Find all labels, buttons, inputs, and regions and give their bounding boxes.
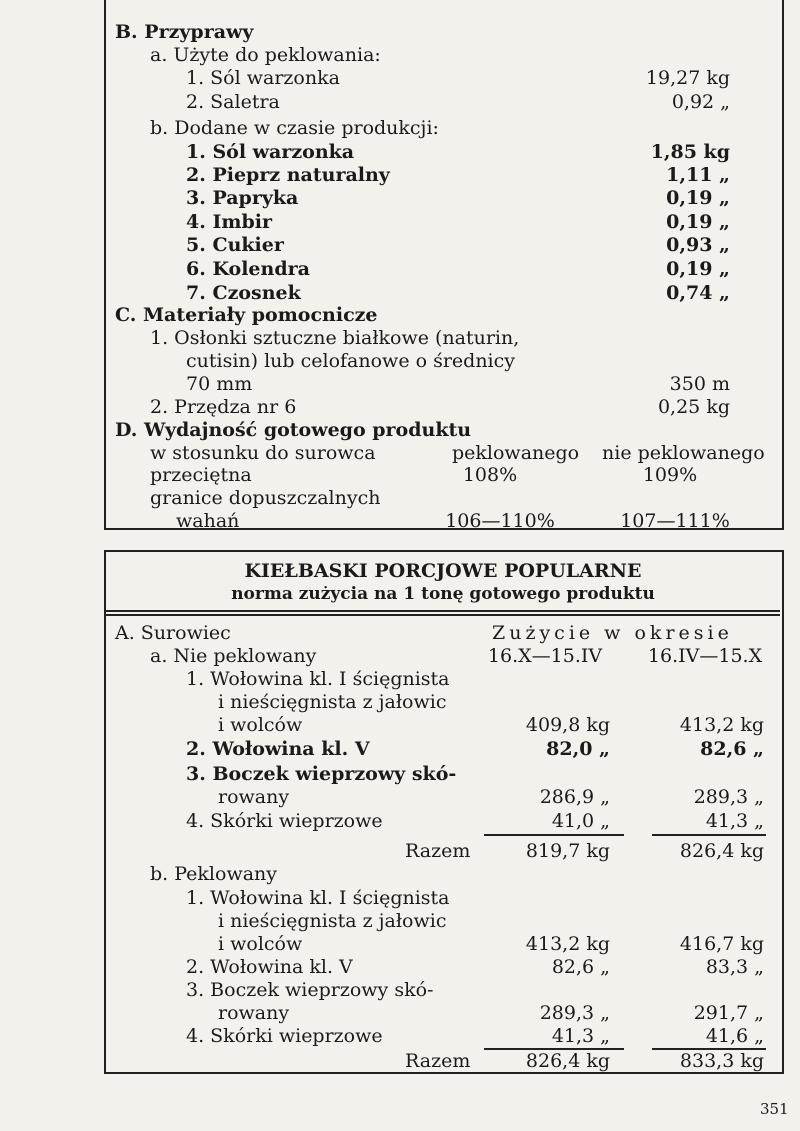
value-col1: 409,8 kg xyxy=(525,714,610,736)
value-col1: 289,3 „ xyxy=(539,1002,610,1024)
value-col2: 291,7 „ xyxy=(693,1002,764,1024)
value-col2: 82,6 „ xyxy=(700,738,764,760)
title-divider xyxy=(106,614,780,616)
list-item: 3. Papryka xyxy=(186,187,299,209)
list-item-qty: 0,19 „ xyxy=(666,211,730,233)
list-item: rowany xyxy=(218,786,290,808)
section-d-range-label1: granice dopuszczalnych xyxy=(150,487,381,509)
section-d-avg-label: przeciętna xyxy=(150,464,252,486)
total-col2: 826,4 kg xyxy=(679,840,764,862)
list-item: 1. Sól warzonka xyxy=(186,67,340,89)
list-item: 1. Wołowina kl. I ścięgnista xyxy=(186,668,450,690)
section-c-item1-line3: 70 mm xyxy=(186,373,253,395)
table-title: KIEŁBASKI PORCJOWE POPULARNE xyxy=(244,560,642,582)
list-item: 3. Boczek wieprzowy skó- xyxy=(186,763,457,785)
list-item-qty: 1,11 „ xyxy=(666,164,730,186)
section-d-col2: nie peklowanego xyxy=(602,442,765,464)
section-b-b-label: b. Dodane w czasie produkcji: xyxy=(150,117,439,139)
section-d-range2: 107—111% xyxy=(620,510,730,532)
section-d-range-label2: wahań xyxy=(176,510,240,532)
section-d-avg1: 108% xyxy=(462,464,518,486)
section-d-line1: w stosunku do surowca xyxy=(150,442,376,464)
list-item: 3. Boczek wieprzowy skó- xyxy=(186,979,434,1001)
sum-line xyxy=(652,834,766,836)
section-a-heading: A. Surowiec xyxy=(115,622,231,644)
list-item: 6. Kolendra xyxy=(186,258,310,280)
list-item: 1. Sól warzonka xyxy=(186,141,355,163)
value-col2: 83,3 „ xyxy=(705,956,764,978)
sum-line xyxy=(484,834,624,836)
title-divider xyxy=(106,610,780,612)
list-item-qty: 19,27 kg xyxy=(645,67,730,89)
section-c-heading: C. Materiały pomocnicze xyxy=(115,304,378,326)
section-d-range1: 106—110% xyxy=(445,510,555,532)
list-item: i wolców xyxy=(218,714,303,736)
list-item: 5. Cukier xyxy=(186,234,284,256)
total-label: Razem xyxy=(405,840,471,862)
section-c-item1-line1: 1. Osłonki sztuczne białkowe (naturin, xyxy=(150,327,520,349)
list-item: i wolców xyxy=(218,933,303,955)
section-c-item1-line2: cutisin) lub celofanowe o średnicy xyxy=(186,350,516,372)
section-c-item2: 2. Przędza nr 6 xyxy=(150,396,297,418)
subsection-label: b. Peklowany xyxy=(150,863,278,885)
list-item-qty: 0,93 „ xyxy=(666,234,730,256)
period-1: 16.X—15.IV xyxy=(487,645,603,667)
list-item: 2. Wołowina kl. V xyxy=(186,738,370,760)
value-col2: 41,6 „ xyxy=(705,1025,764,1047)
value-col2: 416,7 kg xyxy=(679,933,764,955)
section-b-heading: B. Przyprawy xyxy=(115,21,254,43)
list-item-qty: 0,19 „ xyxy=(666,187,730,209)
list-item-qty: 0,74 „ xyxy=(666,282,730,304)
section-d-heading: D. Wydajność gotowego produktu xyxy=(115,419,472,441)
subsection-label: a. Nie peklowany xyxy=(150,645,317,667)
value-col1: 41,3 „ xyxy=(551,1025,610,1047)
value-col1: 413,2 kg xyxy=(525,933,610,955)
section-c-item1-qty: 350 m xyxy=(669,373,730,395)
list-item-qty: 0,19 „ xyxy=(666,258,730,280)
list-item: 7. Czosnek xyxy=(186,282,301,304)
list-item: rowany xyxy=(218,1002,290,1024)
value-col2: 413,2 kg xyxy=(679,714,764,736)
list-item: 4. Skórki wieprzowe xyxy=(186,810,383,832)
list-item: i nieścięgnista z jałowic xyxy=(218,691,447,713)
list-item: 2. Pieprz naturalny xyxy=(186,164,390,186)
total-col1: 819,7 kg xyxy=(525,840,610,862)
list-item: 2. Saletra xyxy=(186,91,280,113)
section-d-avg2: 109% xyxy=(642,464,698,486)
value-col1: 82,0 „ xyxy=(546,738,610,760)
section-b-a-label: a. Użyte do peklowania: xyxy=(150,44,381,66)
usage-header: Zużycie w okresie xyxy=(492,622,733,644)
list-item-qty: 1,85 kg xyxy=(650,141,730,163)
page-number: 351 xyxy=(760,1100,789,1118)
section-d-col1: peklowanego xyxy=(452,442,580,464)
list-item: 1. Wołowina kl. I ścięgnista xyxy=(186,887,450,909)
list-item-qty: 0,92 „ xyxy=(671,91,730,113)
value-col2: 289,3 „ xyxy=(693,786,764,808)
value-col2: 41,3 „ xyxy=(705,810,764,832)
value-col1: 82,6 „ xyxy=(551,956,610,978)
list-item: 4. Imbir xyxy=(186,211,272,233)
list-item: 4. Skórki wieprzowe xyxy=(186,1025,383,1047)
value-col1: 286,9 „ xyxy=(539,786,610,808)
period-2: 16.IV—15.X xyxy=(647,645,763,667)
total-col1: 826,4 kg xyxy=(525,1050,610,1072)
table-subtitle: norma zużycia na 1 tonę gotowego produktu xyxy=(231,584,655,604)
total-label: Razem xyxy=(405,1050,471,1072)
section-c-item2-qty: 0,25 kg xyxy=(657,396,730,418)
total-col2: 833,3 kg xyxy=(679,1050,764,1072)
list-item: i nieścięgnista z jałowic xyxy=(218,910,447,932)
list-item: 2. Wołowina kl. V xyxy=(186,956,353,978)
value-col1: 41,0 „ xyxy=(551,810,610,832)
